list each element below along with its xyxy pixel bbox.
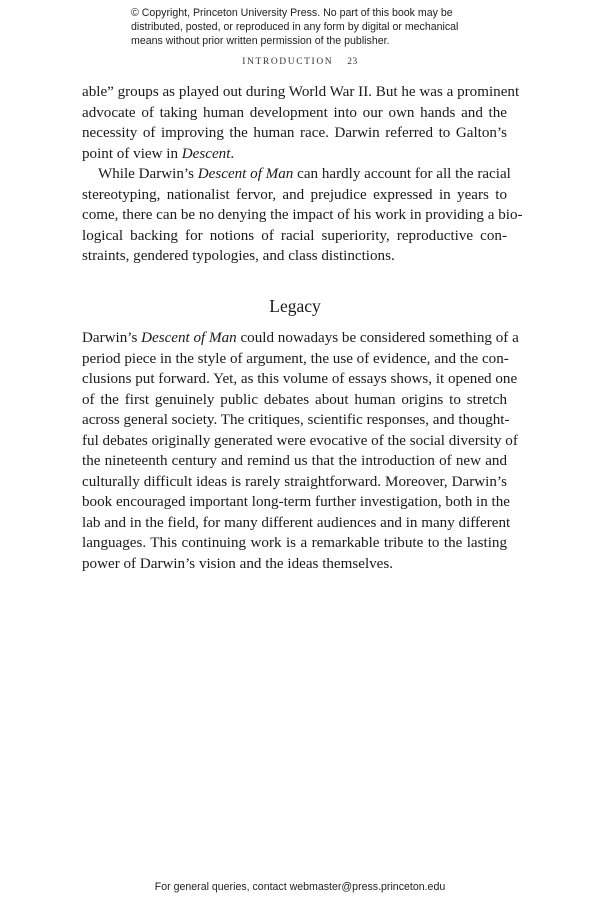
running-head bbox=[0, 57, 600, 67]
text-line: lab and in the field, for many different audiences and in many different bbox=[82, 514, 511, 531]
copyright-line: © Copyright, Princeton University Press. No part of this book may be bbox=[131, 7, 453, 19]
text-line: straints, gendered typologies, and class distinctions. bbox=[82, 248, 395, 264]
text-line: logical backing for notions of racial superiority, reproductive con- bbox=[82, 227, 507, 244]
text-line: book encouraged important long-term further investigation, both in the bbox=[82, 494, 510, 510]
text-line bbox=[82, 328, 519, 349]
text-line: of the first genuinely public debates about human origins to stretch bbox=[82, 391, 507, 408]
text-line: period piece in the style of argument, the use of evidence, and the con- bbox=[82, 350, 509, 367]
text-line: across general society. The critiques, scientific responses, and thought- bbox=[82, 412, 510, 428]
text-line: necessity of improving the human race. Darwin referred to Galton’s bbox=[82, 125, 507, 141]
text-run: While Darwin’s bbox=[98, 166, 198, 182]
text-line: languages. This continuing work is a remarkable tribute to the lasting bbox=[82, 535, 507, 551]
text-line bbox=[82, 164, 511, 185]
text-run: Darwin’s bbox=[82, 330, 142, 346]
copyright-line: distributed, posted, or reproduced in any form by digital or mechanical bbox=[131, 21, 459, 33]
text-run: point of view in bbox=[82, 145, 182, 162]
page-number: 23 bbox=[347, 57, 358, 67]
legacy-paragraph bbox=[82, 328, 519, 574]
text-line: advocate of taking human development into our own hands and the bbox=[82, 104, 507, 121]
body-text bbox=[82, 82, 523, 267]
text-line: ful debates originally generated were evocative of the social diversity of bbox=[82, 432, 518, 449]
footer-contact: For general queries, contact webmaster@press.princeton.edu bbox=[154, 881, 446, 893]
text-line: stereotyping, nationalist fervor, and prejudice expressed in years to bbox=[82, 186, 507, 203]
paragraph bbox=[82, 164, 523, 267]
copyright-line: means without prior written permission of the publisher. bbox=[131, 35, 390, 47]
text-line: able” groups as played out during World War II. But he was a prominent bbox=[82, 84, 520, 100]
text-line: come, there can be no denying the impact of his work in providing a bio- bbox=[82, 207, 523, 223]
text-line bbox=[82, 144, 507, 165]
book-title-italic: Descent bbox=[181, 145, 231, 162]
book-title-italic: Descent of Man bbox=[141, 330, 237, 346]
book-title-italic: Descent of Man bbox=[197, 166, 294, 182]
section-heading: Legacy bbox=[269, 296, 321, 316]
text-run: can hardly account for all the racial bbox=[293, 166, 511, 182]
paragraph-continued bbox=[82, 82, 520, 164]
running-head-section: INTRODUCTION bbox=[242, 57, 334, 67]
text-run: could nowadays be considered something of a bbox=[236, 330, 519, 346]
text-run: . bbox=[230, 145, 235, 162]
text-line: power of Darwin’s vision and the ideas themselves. bbox=[82, 555, 394, 572]
text-line: clusions put forward. Yet, as this volume of essays shows, it opened one bbox=[82, 371, 518, 387]
text-line: the nineteenth century and remind us that the introduction of new and bbox=[82, 453, 507, 469]
copyright-notice bbox=[131, 6, 491, 48]
text-line: culturally difficult ideas is rarely straightforward. Moreover, Darwin’s bbox=[82, 473, 507, 490]
